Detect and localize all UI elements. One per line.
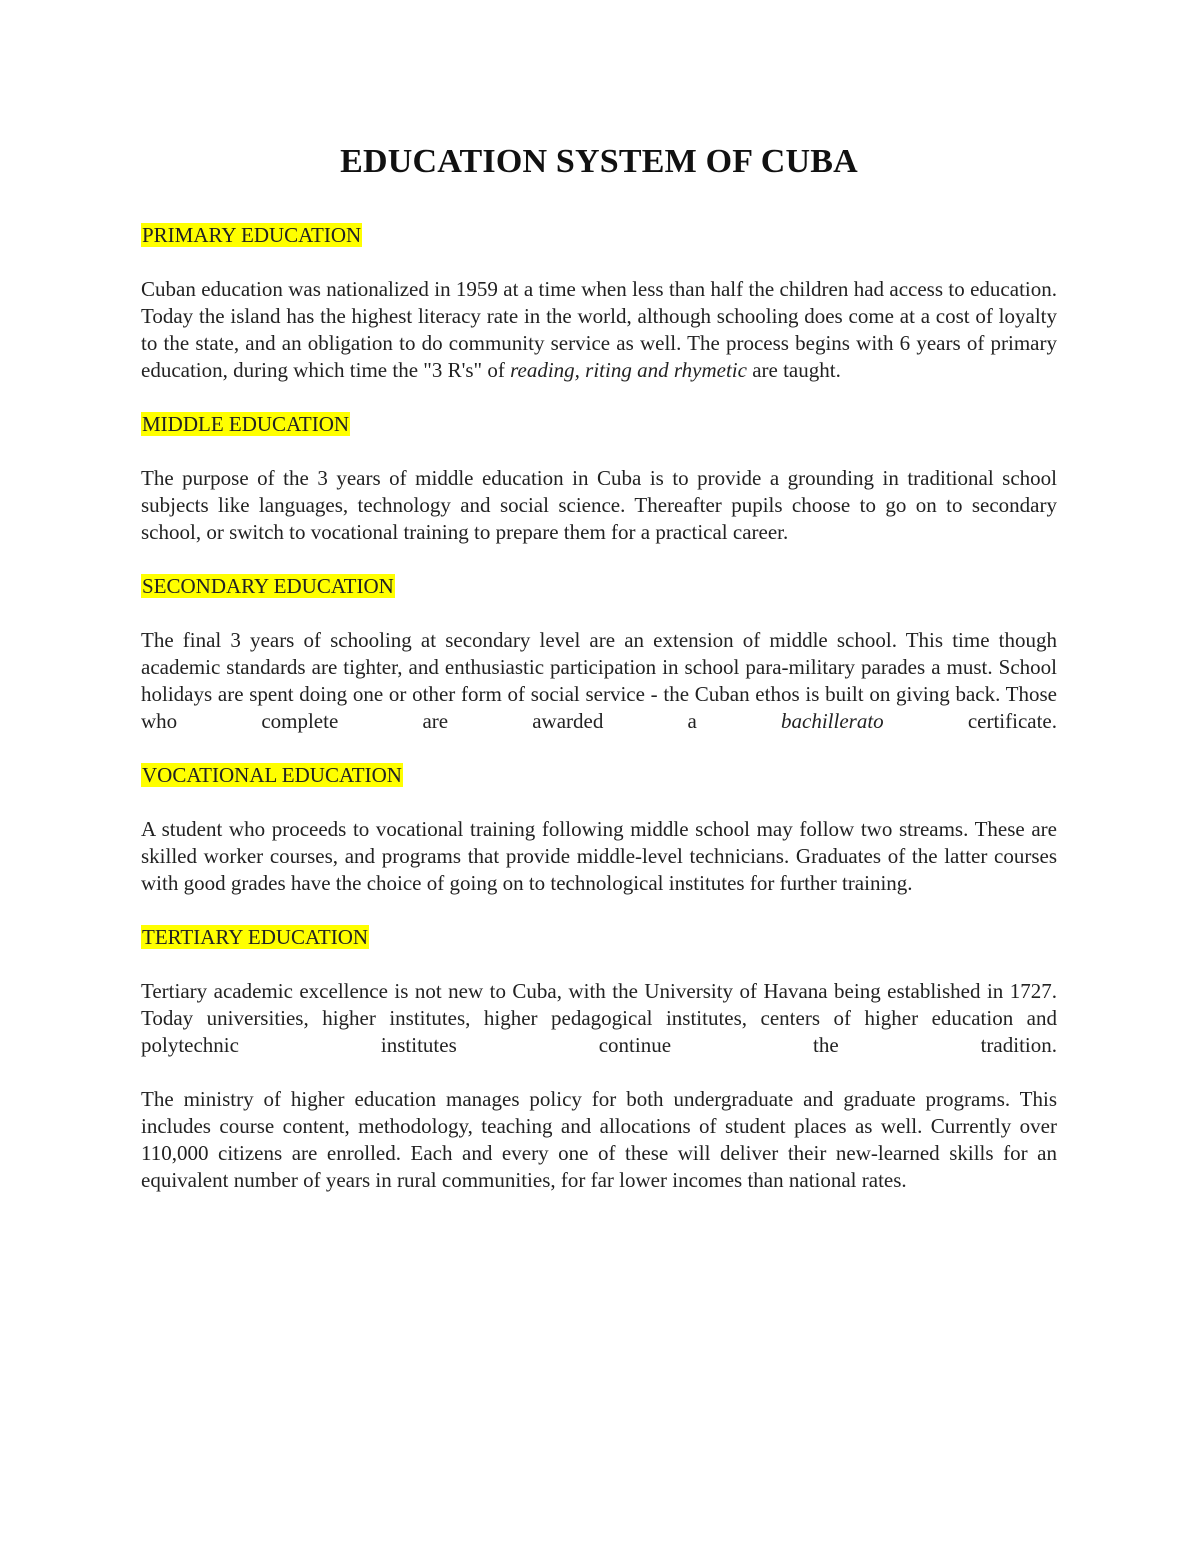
paragraph-text: The final 3 years of schooling at secondary level are an extension of middle school. This time though academic standards are tighter, and enthusiastic participation in school para-military parades a must. School holidays are spent doing one or other form of social service - the Cuban ethos is built on giving back. Those who complete are awarded a [141,628,1057,733]
paragraph-vocational-education: A student who proceeds to vocational training following middle school may follow two streams. These are skilled worker courses, and programs that provide middle-level technicians. Graduates of the latter courses with good grades have the choice of going on to technological institutes for further training. [141,817,1057,895]
paragraph-text: certificate. [883,709,1057,733]
heading-secondary-education [141,573,1057,600]
highlighted-heading-text: SECONDARY EDUCATION [142,574,394,598]
heading-tertiary-education [141,924,1057,951]
highlighted-heading-text: MIDDLE EDUCATION [142,412,350,436]
paragraph-primary-education [141,276,1057,384]
paragraph-text: Cuban education was nationalized in 1959 at a time when less than half the children had access to education. Today the island has the highest literacy rate in the world, although schooling does come at a cost of loyalty to the state, and an obligation to do community service as well. The process begins with 6 years of primary education, during which time the "3 R's" of [141,277,1057,382]
paragraph-text: are taught. [746,358,841,382]
italic-text: reading, riting and rhymetic [510,358,747,382]
paragraph-secondary-education [141,627,1057,735]
document-page [141,138,1057,1194]
highlighted-heading-text: PRIMARY EDUCATION [142,223,362,247]
document-title: EDUCATION SYSTEM OF CUBA [340,143,858,180]
highlighted-heading-text: VOCATIONAL EDUCATION [142,763,402,787]
paragraph-tertiary-education-1: Tertiary academic excellence is not new to Cuba, with the University of Havana being established in 1727. Today universities, higher institutes, higher pedagogical institutes, centers of higher education and polytechnic institutes continue the tradition. [141,979,1057,1057]
heading-primary-education [141,222,1057,249]
heading-vocational-education [141,762,1057,789]
paragraph-tertiary-education-2: The ministry of higher education manages policy for both undergraduate and graduate programs. This includes course content, methodology, teaching and allocations of student places as well. Currently over 110,000 citizens are enrolled. Each and every one of these will deliver their new-learned skills for an equivalent number of years in rural communities, for far lower incomes than national rates. [141,1087,1057,1192]
paragraph-middle-education: The purpose of the 3 years of middle education in Cuba is to provide a grounding in traditional school subjects like languages, technology and social science. Thereafter pupils choose to go on to secondary school, or switch to vocational training to prepare them for a practical career. [141,466,1057,544]
italic-text: bachillerato [781,709,884,733]
highlighted-heading-text: TERTIARY EDUCATION [142,925,369,949]
heading-middle-education [141,411,1057,438]
